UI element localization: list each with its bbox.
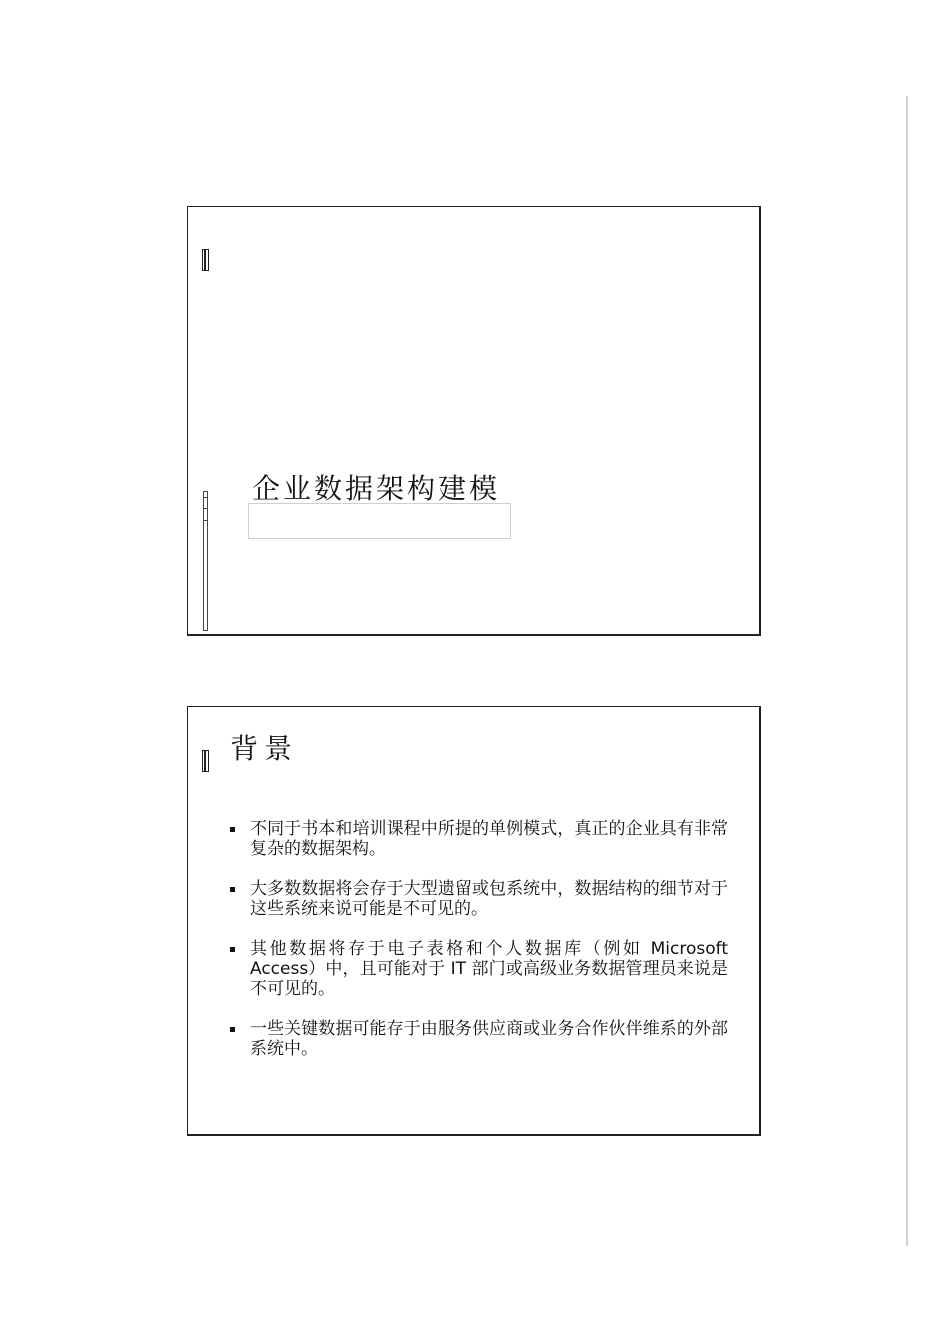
slide-marker-icon xyxy=(202,750,209,772)
bullet-list xyxy=(228,819,728,1079)
bullet-item: 一些关键数据可能存于由服务供应商或业务合作伙伴维系的外部系统中。 xyxy=(228,1019,728,1059)
bullet-item: 大多数数据将会存于大型遗留或包系统中，数据结构的细节对于这些系统来说可能是不可见的。 xyxy=(228,879,728,919)
slide-background xyxy=(187,706,761,1136)
slide-title xyxy=(187,206,761,636)
vertical-ruler xyxy=(203,491,208,631)
ruler-tick xyxy=(203,520,208,521)
bullet-item: 不同于书本和培训课程中所提的单例模式，真正的企业具有非常复杂的数据架构。 xyxy=(228,819,728,859)
bullet-item: 其他数据将存于电子表格和个人数据库（例如 Microsoft Access）中，且可能对于 IT 部门或高级业务数据管理员来说是不可见的。 xyxy=(228,939,728,999)
slide-heading: 背景 xyxy=(230,732,299,765)
subtitle-placeholder xyxy=(248,503,511,539)
slide-marker-icon xyxy=(202,249,209,271)
slide-title-text: 企业数据架构建模 xyxy=(252,472,501,505)
page-edge-line xyxy=(906,96,908,1246)
